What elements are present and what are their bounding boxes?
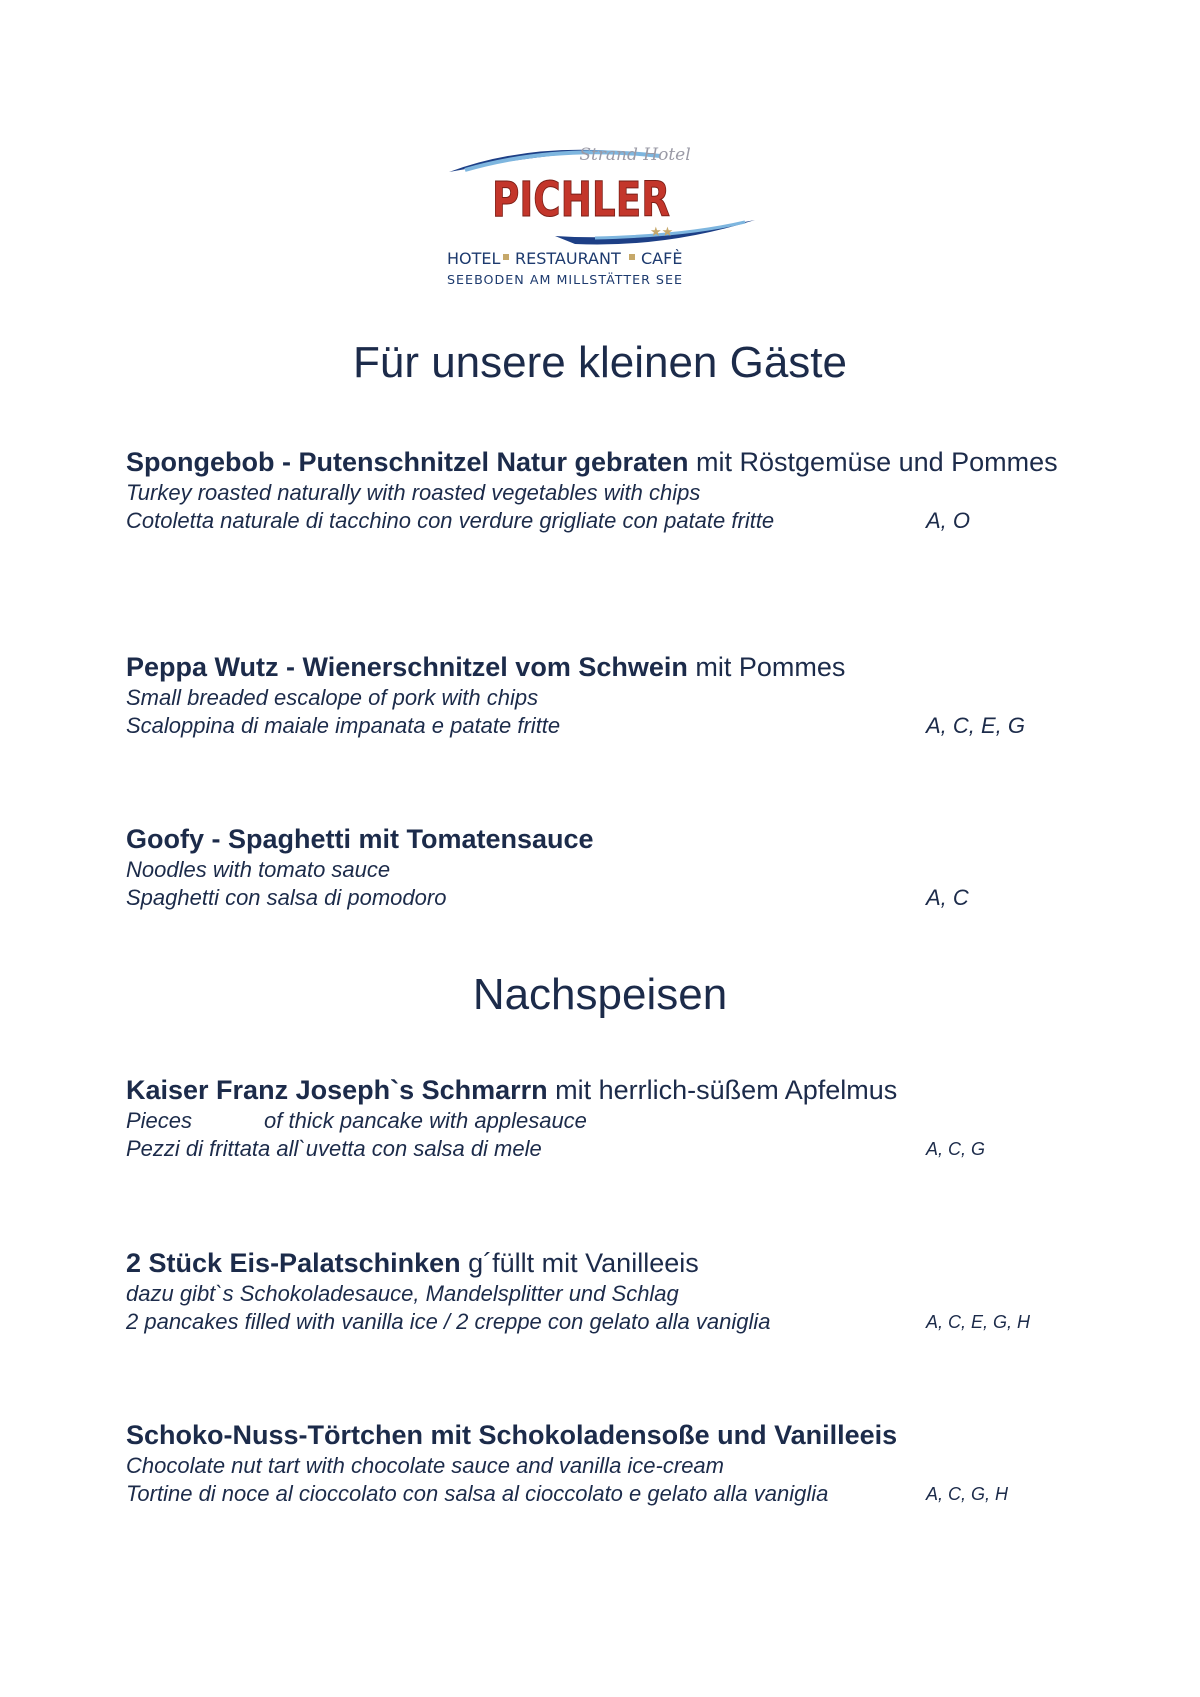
item-name: Kaiser Franz Joseph`s Schmarrn bbox=[126, 1075, 548, 1105]
item-allergens: A, C, E, G, H bbox=[926, 1312, 1031, 1332]
item-title bbox=[126, 446, 1076, 479]
item-english-cont: of thick pancake with applesauce bbox=[264, 1108, 587, 1133]
item-italian: 2 pancakes filled with vanilla ice / 2 creppe con gelato alla vaniglia bbox=[126, 1309, 771, 1334]
item-desc: mit Pommes bbox=[687, 652, 846, 682]
item-italian-row bbox=[126, 1480, 1076, 1508]
item-name: Spongebob - Putenschnitzel Natur gebraten bbox=[126, 447, 689, 477]
section-title-kids: Für unsere kleinen Gäste bbox=[352, 338, 848, 387]
hotel-logo bbox=[445, 140, 770, 300]
logo-separator bbox=[503, 254, 509, 260]
item-title bbox=[126, 1247, 1076, 1280]
item-title bbox=[126, 1074, 1076, 1107]
item-italian: Scaloppina di maiale impanata e patate fritte bbox=[126, 713, 561, 738]
logo-name: PICHLER bbox=[492, 172, 670, 228]
item-italian-row bbox=[126, 507, 1076, 535]
item-italian: Spaghetti con salsa di pomodoro bbox=[126, 885, 447, 910]
item-title bbox=[126, 1419, 1076, 1452]
item-allergens: A, C, G, H bbox=[926, 1484, 1009, 1504]
item-title bbox=[126, 651, 1076, 684]
item-name: 2 Stück Eis-Palatschinken bbox=[126, 1248, 461, 1278]
menu-item bbox=[126, 1419, 1076, 1508]
logo-restaurant: RESTAURANT bbox=[515, 249, 621, 268]
logo-location: SEEBODEN AM MILLSTÄTTER SEE bbox=[447, 272, 683, 287]
item-desc: g´füllt mit Vanilleeis bbox=[460, 1248, 699, 1278]
item-italian: Cotoletta naturale di tacchino con verdure grigliate con patate fritte bbox=[126, 508, 775, 533]
item-allergens: A, O bbox=[926, 508, 971, 533]
item-desc: mit Röstgemüse und Pommes bbox=[688, 447, 1058, 477]
logo-script: Strand Hotel bbox=[579, 145, 691, 165]
item-italian-row bbox=[126, 884, 1076, 912]
item-allergens: A, C, E, G bbox=[926, 713, 1026, 738]
logo-hotel: HOTEL bbox=[447, 249, 501, 268]
item-english: Turkey roasted naturally with roasted vegetables with chips bbox=[126, 480, 701, 505]
item-italian-row bbox=[126, 712, 1076, 740]
item-english: dazu gibt`s Schokoladesauce, Mandelsplitter und Schlag bbox=[126, 1281, 679, 1306]
item-italian-row bbox=[126, 1308, 1076, 1336]
section-title-desserts: Nachspeisen bbox=[472, 970, 728, 1019]
logo-separator bbox=[629, 254, 635, 260]
item-allergens: A, C bbox=[926, 885, 969, 910]
menu-item bbox=[126, 1074, 1076, 1163]
item-name: Peppa Wutz - Wienerschnitzel vom Schwein bbox=[126, 652, 688, 682]
menu-item bbox=[126, 823, 1076, 912]
item-italian: Tortine di noce al cioccolato con salsa al cioccolato e gelato alla vaniglia bbox=[126, 1481, 829, 1506]
item-italian: Pezzi di frittata all`uvetta con salsa di mele bbox=[126, 1136, 542, 1161]
logo-stars: ★★ bbox=[650, 225, 674, 240]
item-english: Noodles with tomato sauce bbox=[126, 857, 391, 882]
item-title bbox=[126, 823, 1076, 856]
menu-item bbox=[126, 446, 1076, 535]
item-english: Small breaded escalope of pork with chips bbox=[126, 685, 539, 710]
item-english: Chocolate nut tart with chocolate sauce and vanilla ice-cream bbox=[126, 1453, 724, 1478]
item-english-row bbox=[126, 1107, 1076, 1135]
item-name: Schoko-Nuss-Törtchen mit Schokoladensoße und Vanilleeis bbox=[126, 1420, 898, 1450]
item-allergens: A, C, G bbox=[926, 1139, 986, 1159]
item-name: Goofy - Spaghetti mit Tomatensauce bbox=[126, 824, 594, 854]
item-italian-row bbox=[126, 1135, 1076, 1163]
item-english: Pieces bbox=[126, 1108, 193, 1133]
menu-item bbox=[126, 651, 1076, 740]
item-desc: mit herrlich-süßem Apfelmus bbox=[547, 1075, 898, 1105]
logo-cafe: CAFÈ bbox=[641, 249, 683, 268]
menu-item bbox=[126, 1247, 1076, 1336]
